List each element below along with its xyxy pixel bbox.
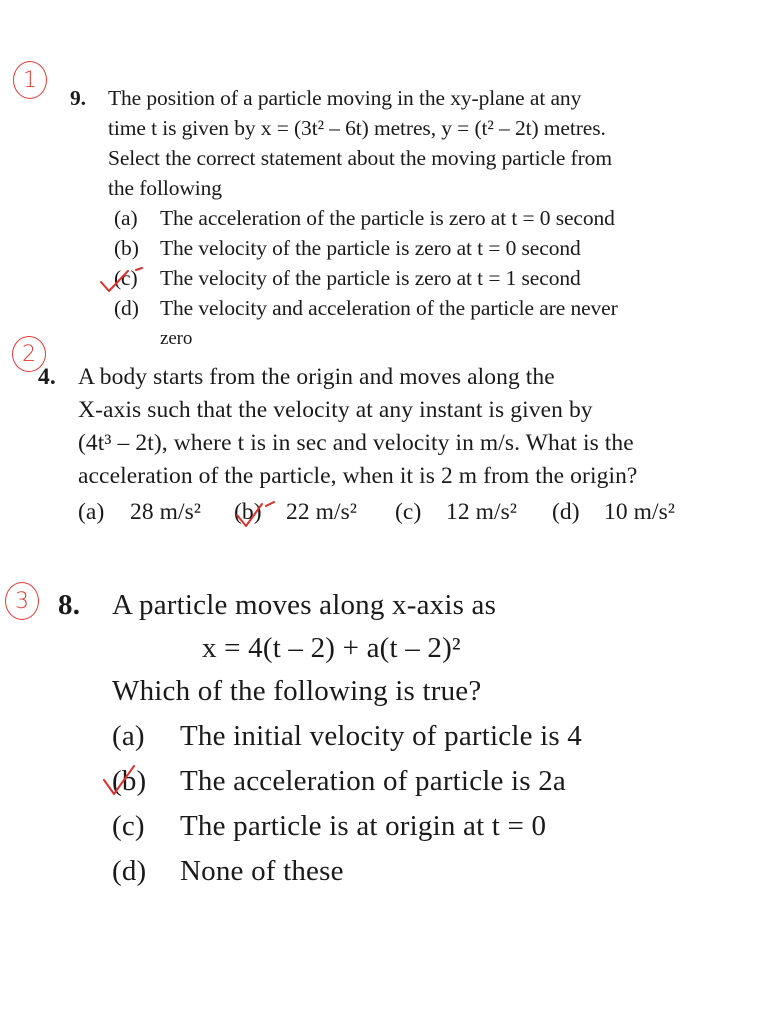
option-text: The velocity of the particle is zero at t = 1 second xyxy=(160,266,581,290)
question-text-line: A particle moves along x-axis as xyxy=(112,589,497,621)
option-text: 10 m/s² xyxy=(604,499,676,525)
question-text-line: acceleration of the particle, when it is 2 m from the origin? xyxy=(78,463,638,489)
question-number: 8. xyxy=(58,589,81,621)
option-text: The particle is at origin at t = 0 xyxy=(180,810,547,842)
question-number-circle-1 xyxy=(13,61,47,99)
option-text: The velocity of the particle is zero at t = 0 second xyxy=(160,236,581,260)
option-label: (a) xyxy=(112,720,145,752)
question-number: 4. xyxy=(38,364,56,390)
option-label: (c) xyxy=(395,499,422,525)
question-text-line: (4t³ – 2t), where t is in sec and velocity in m/s. What is the xyxy=(78,430,634,456)
question-text-line: Select the correct statement about the moving particle from xyxy=(108,146,612,170)
option-label: (c) xyxy=(112,810,145,842)
option-label: (a) xyxy=(114,206,138,230)
option-text: The velocity and acceleration of the particle are never xyxy=(160,296,618,320)
option-label: (d) xyxy=(112,855,147,887)
circle-label: 2 xyxy=(22,341,36,367)
question-text-line: Which of the following is true? xyxy=(112,675,482,707)
circle-label: 1 xyxy=(23,67,37,93)
option-label: (b) xyxy=(114,236,139,260)
option-label: (b) xyxy=(112,765,147,797)
question-text-line: the following xyxy=(108,176,222,200)
option-text: The initial velocity of particle is 4 xyxy=(180,720,583,752)
option-label: (d) xyxy=(114,296,139,320)
circle-label: 3 xyxy=(15,588,29,614)
option-text: 22 m/s² xyxy=(286,499,358,525)
option-text: 12 m/s² xyxy=(446,499,518,525)
answer-tick-mark xyxy=(98,266,158,298)
answer-tick-mark xyxy=(234,500,284,532)
question-text-line: X-axis such that the velocity at any instant is given by xyxy=(78,397,593,423)
question-text-line: A body starts from the origin and moves along the xyxy=(78,364,555,390)
question-text-line: The position of a particle moving in the xy-plane at any xyxy=(108,86,582,110)
option-text: None of these xyxy=(180,855,344,887)
option-label: (d) xyxy=(552,499,580,525)
question-text-line: time t is given by x = (3t² – 6t) metres, y = (t² – 2t) metres. xyxy=(108,116,606,140)
option-label: (c) xyxy=(114,266,138,290)
option-text: The acceleration of the particle is zero at t = 0 second xyxy=(160,206,615,230)
option-label: (b) xyxy=(234,499,262,525)
option-text-continued: zero xyxy=(160,328,193,349)
option-label: (a) xyxy=(78,499,105,525)
option-text: The acceleration of particle is 2a xyxy=(180,765,567,797)
question-number: 9. xyxy=(70,86,86,110)
answer-tick-mark xyxy=(100,760,160,802)
question-number-circle-3 xyxy=(5,582,39,620)
option-text: 28 m/s² xyxy=(130,499,202,525)
equation: x = 4(t – 2) + a(t – 2)² xyxy=(202,632,461,664)
